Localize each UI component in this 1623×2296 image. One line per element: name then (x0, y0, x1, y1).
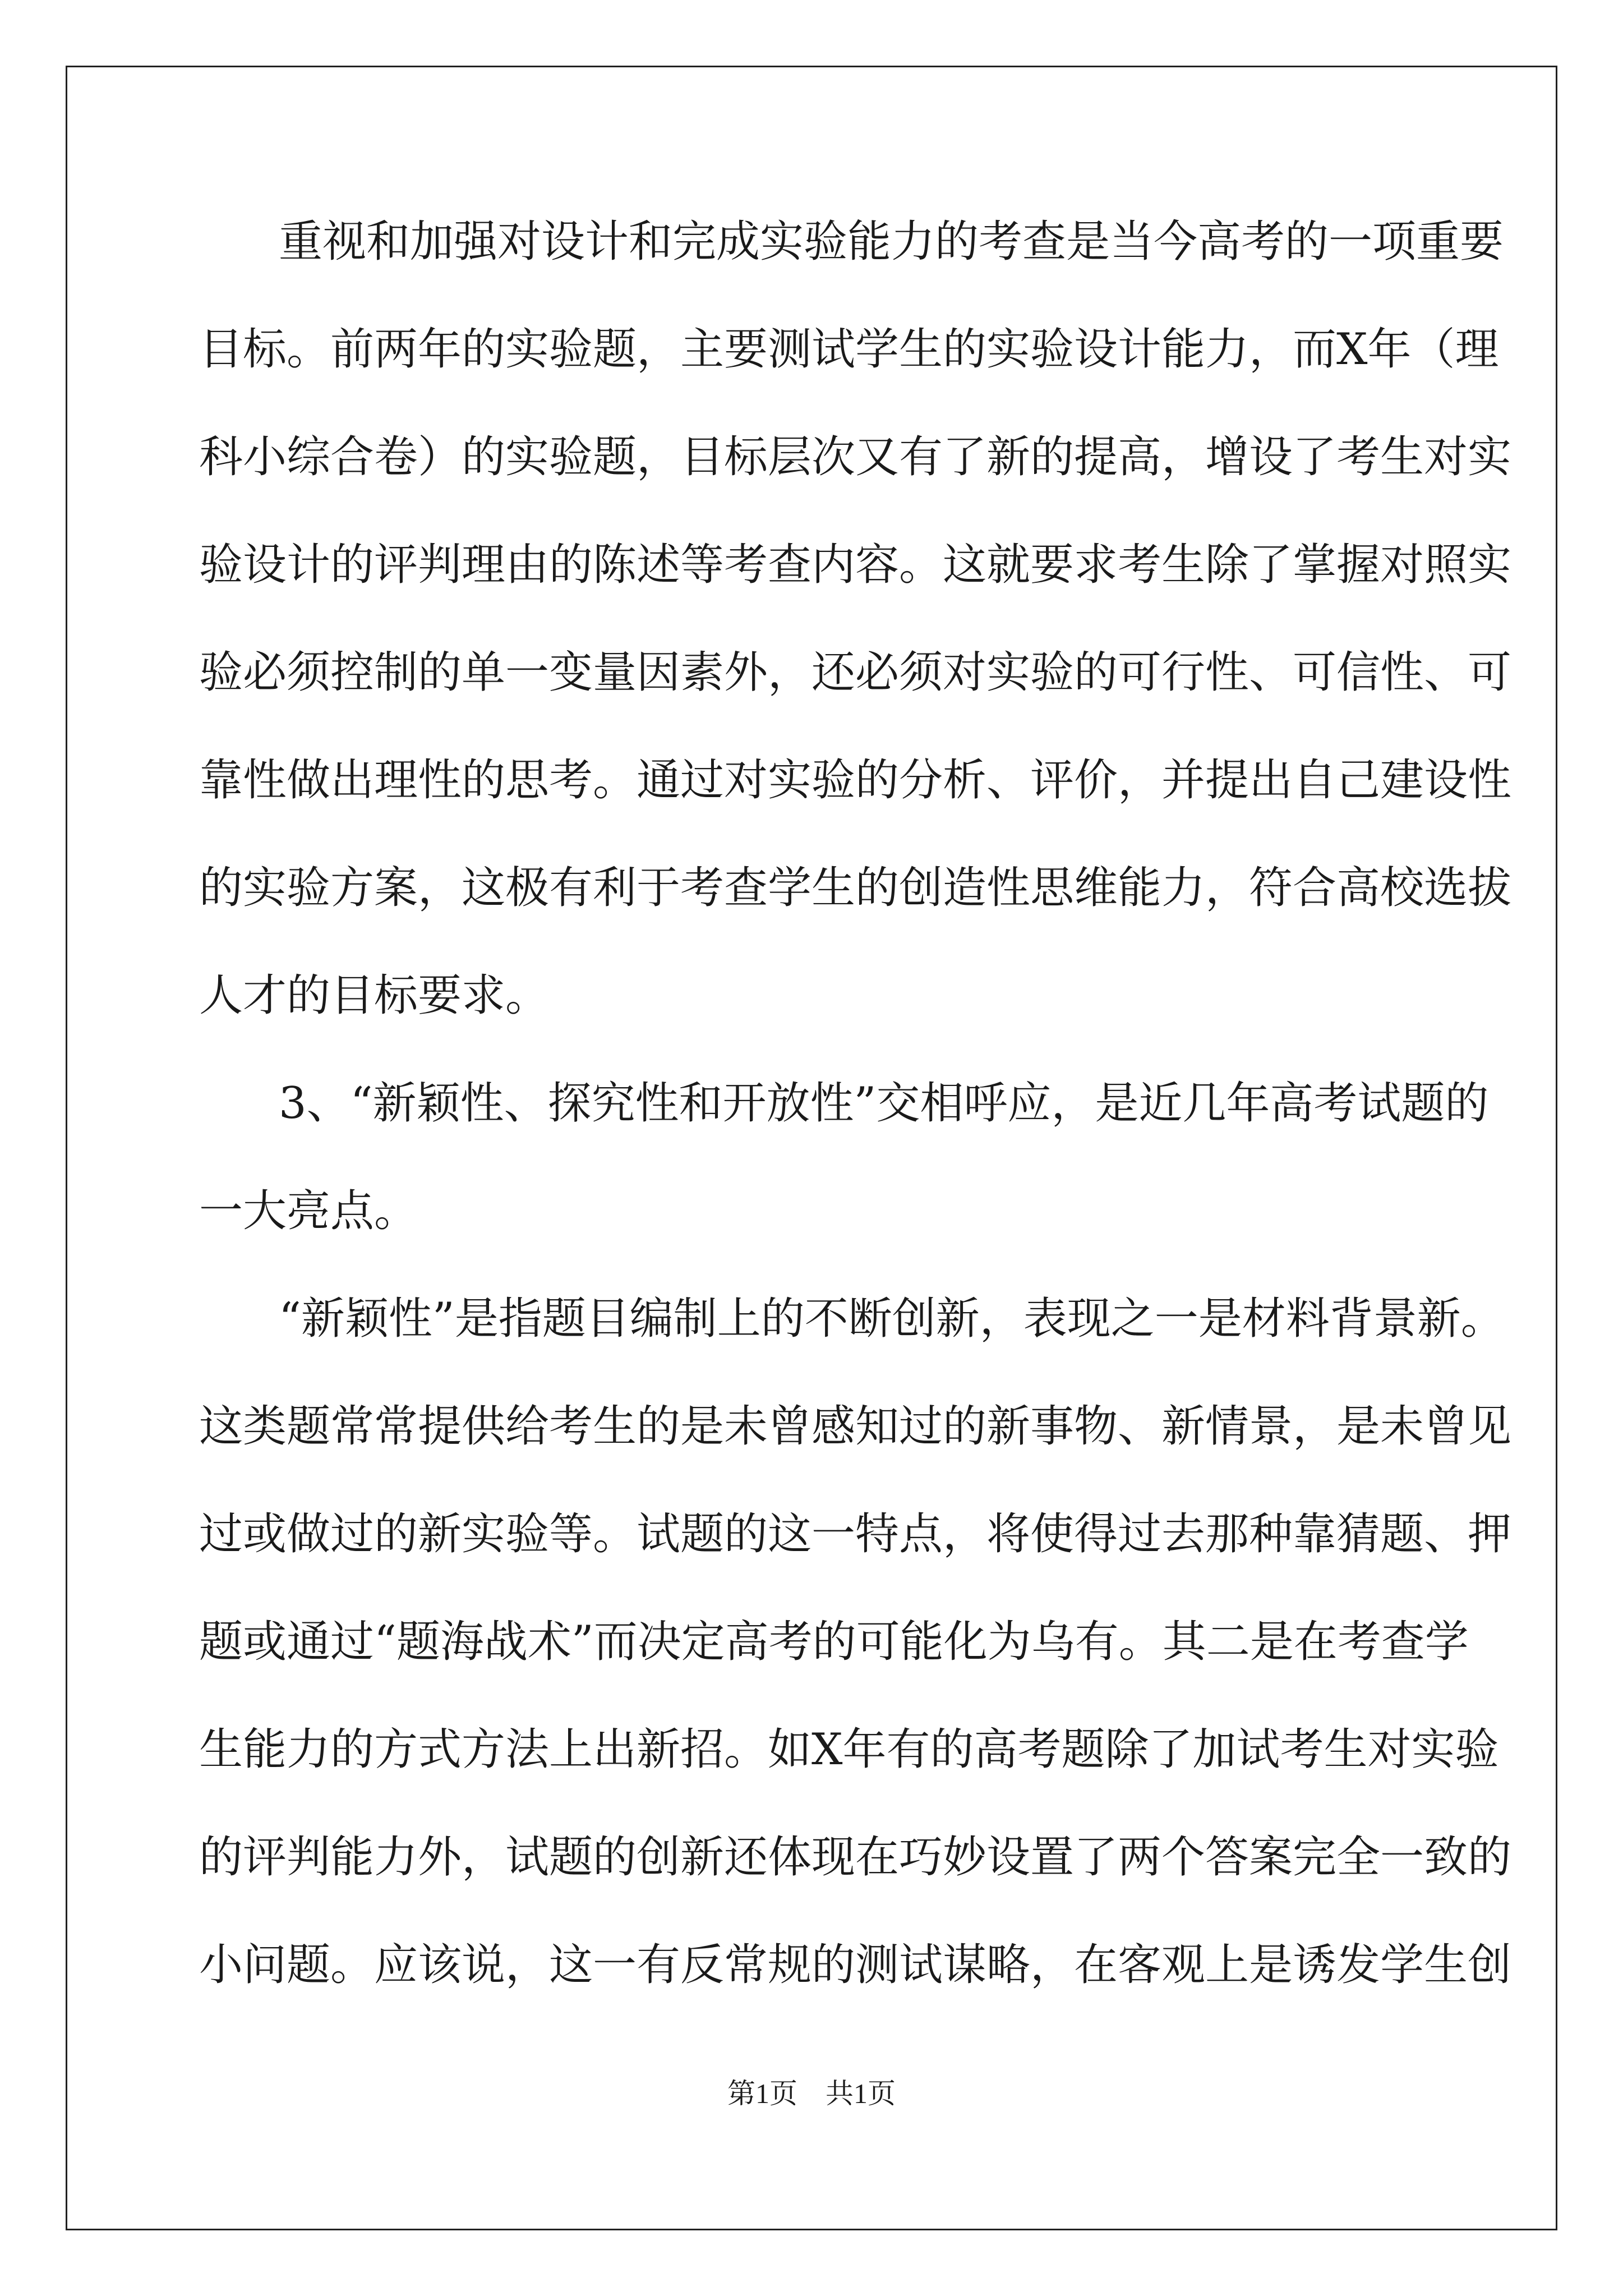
paragraph-line: 重视和加强对设计和完成实验能力的考查是当今高考的一项重要 (279, 217, 1504, 267)
paragraph-line: 过或做过的新实验等。试题的这一特点，将使得过去那种靠猜题、押 (199, 1509, 1512, 1559)
paragraph-line: 验必须控制的单一变量因素外，还必须对实验的可行性、可信性、可 (199, 647, 1512, 698)
paragraph-line: 靠性做出理性的思考。通过对实验的分析、评价，并提出自己建设性 (199, 755, 1512, 806)
paragraph-line: 这类题常常提供给考生的是未曾感知过的新事物、新情景，是未曾见 (199, 1401, 1512, 1452)
paragraph-line: 生能力的方式方法上出新招。如X年有的高考题除了加试考生对实验 (199, 1724, 1499, 1775)
paragraph-line: 人才的目标要求。 (199, 970, 550, 1021)
document-body (199, 209, 1512, 2040)
paragraph-line: 目标。前两年的实验题，主要测试学生的实验设计能力，而X年（理 (199, 324, 1499, 375)
paragraph-line: 3、“新颖性、探究性和开放性”交相呼应，是近几年高考试题的 (279, 1078, 1489, 1129)
page-number: 第1页 共1页 (727, 2078, 896, 2109)
paragraph-line: 题或通过“题海战术”而决定高考的可能化为乌有。其二是在考查学 (199, 1617, 1469, 1667)
paragraph-line: “新颖性”是指题目编制上的不断创新，表现之一是材料背景新。 (279, 1294, 1505, 1344)
paragraph-line: 小问题。应该说，这一有反常规的测试谋略，在客观上是诱发学生创 (199, 1940, 1512, 1990)
paragraph-line: 的评判能力外，试题的创新还体现在巧妙设置了两个答案完全一致的 (199, 1832, 1512, 1883)
paragraph-line: 一大亮点。 (199, 1186, 418, 1236)
paragraph-line: 的实验方案，这极有利于考查学生的创造性思维能力，符合高校选拔 (199, 863, 1512, 913)
paragraph-line: 科小综合卷）的实验题，目标层次又有了新的提高，增设了考生对实 (199, 432, 1512, 482)
paragraph-line: 验设计的评判理由的陈述等考查内容。这就要求考生除了掌握对照实 (199, 540, 1512, 590)
